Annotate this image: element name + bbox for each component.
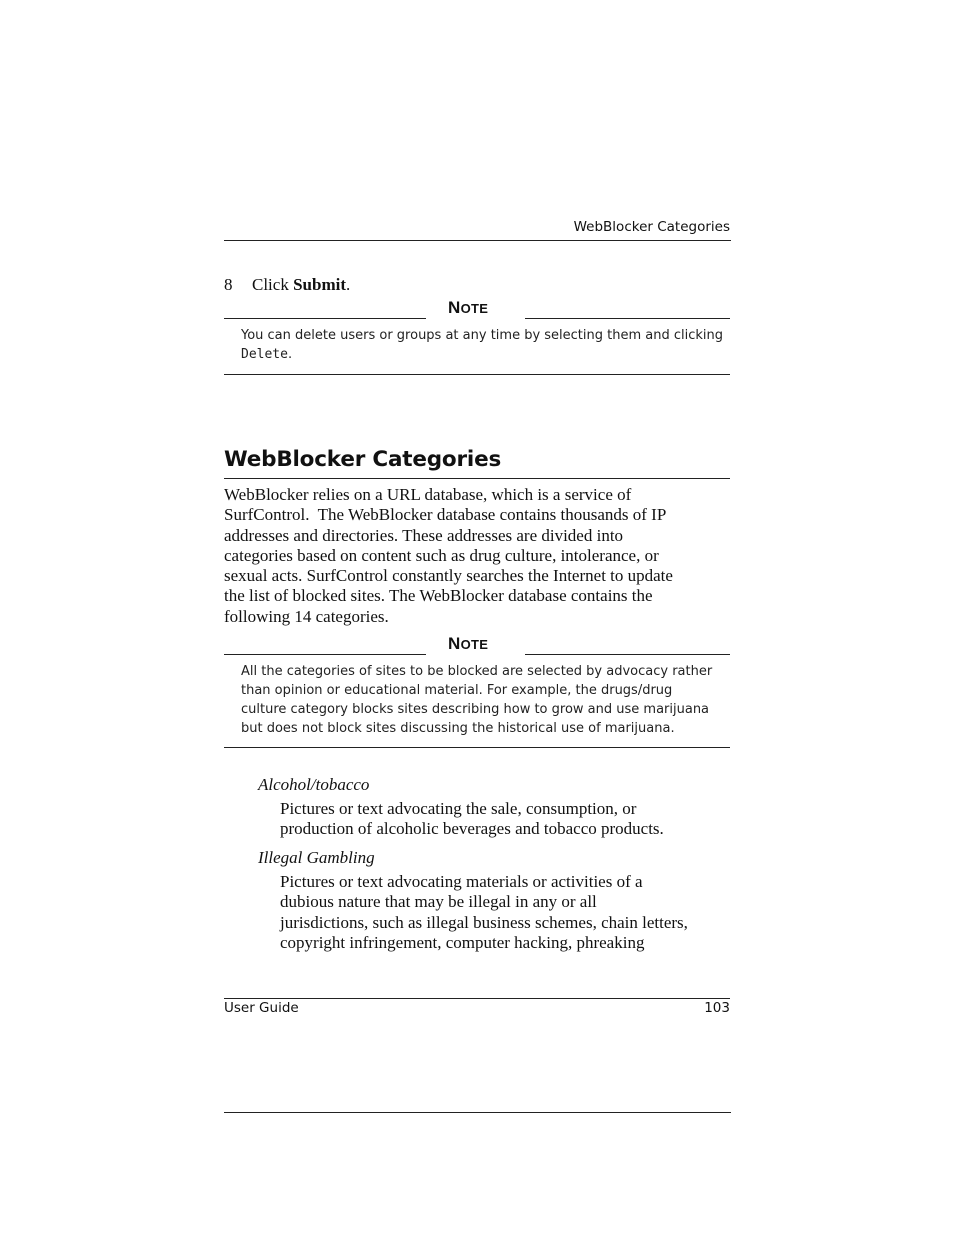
step-number: 8 xyxy=(224,275,233,294)
delete-keyword: Delete xyxy=(241,347,288,362)
paragraph-line: SurfControl. The WebBlocker database contains thousands of IP xyxy=(224,505,667,525)
paragraph-line: sexual acts. SurfControl constantly searches the Internet to update xyxy=(224,566,673,586)
intro-paragraph xyxy=(224,485,734,627)
step-submit-label: Submit xyxy=(293,275,347,294)
note2-body xyxy=(241,662,731,738)
note2-line: culture category blocks sites describing how to grow and use marijuana xyxy=(241,702,710,717)
step-suffix: . xyxy=(346,275,351,294)
note2-line: but does not block sites discussing the historical use of marijuana. xyxy=(241,721,675,736)
page-bottom-rule xyxy=(224,1112,731,1113)
note2-bottom-rule xyxy=(224,747,730,748)
section-heading-rule xyxy=(224,478,730,479)
step-8 xyxy=(224,275,350,295)
note2-rule-right xyxy=(525,654,730,655)
note1-body: You can delete users or groups at any time by selecting them and clicking Delete. xyxy=(241,326,731,364)
note1-title: NOTE xyxy=(448,298,489,317)
paragraph-line: categories based on content such as drug culture, intolerance, or xyxy=(224,545,659,565)
section-heading: WebBlocker Categories xyxy=(224,447,502,472)
paragraph-line: addresses and directories. These addresses are divided into xyxy=(224,525,624,545)
note1-rule-right xyxy=(525,318,730,319)
header-rule xyxy=(224,240,731,241)
note2-line: than opinion or educational material. For example, the drugs/drug xyxy=(241,683,673,698)
category-desc-illegal-gambling: Pictures or text advocating materials or activities of a dubious nature that may be illegal in any or all jurisdictions, such as illegal business schemes, chain letters, copyright infringement, computer hacking, phreaking xyxy=(280,872,688,952)
category-desc-alcohol-tobacco: Pictures or text advocating the sale, consumption, or production of alcoholic beverages and tobacco products. xyxy=(280,799,664,839)
paragraph-line: WebBlocker relies on a URL database, which is a service of xyxy=(224,485,632,504)
footer-rule xyxy=(224,998,730,999)
footer-title: User Guide xyxy=(224,1000,299,1016)
category-term-illegal-gambling: Illegal Gambling xyxy=(258,848,375,867)
note2-title: NOTE xyxy=(448,634,489,653)
note2-rule-left xyxy=(224,654,426,655)
note1-line: You can delete users or groups at any time by selecting them and clicking xyxy=(241,328,724,343)
paragraph-line: following 14 categories. xyxy=(224,606,389,626)
note2-line: All the categories of sites to be blocked are selected by advocacy rather xyxy=(241,664,713,679)
note1-bottom-rule xyxy=(224,374,730,375)
running-header: WebBlocker Categories xyxy=(573,219,730,235)
page-number: 103 xyxy=(704,1000,730,1016)
paragraph-line: the list of blocked sites. The WebBlocker database contains the xyxy=(224,586,653,606)
step-prefix: Click xyxy=(252,275,294,294)
category-term-alcohol-tobacco: Alcohol/tobacco xyxy=(258,775,370,794)
note1-rule-left xyxy=(224,318,426,319)
